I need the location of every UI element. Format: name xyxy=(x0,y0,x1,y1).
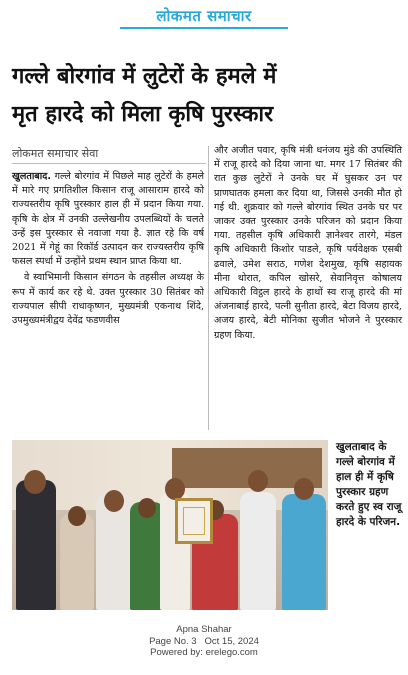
column-divider xyxy=(208,146,209,430)
article-paragraph xyxy=(12,271,204,328)
photo-person xyxy=(282,494,326,610)
article-column-left xyxy=(12,170,204,330)
photo-person-head xyxy=(248,470,268,492)
footer-page-date: Page No. 3 Oct 15, 2024 xyxy=(149,635,259,647)
photo-person xyxy=(240,492,276,610)
photo-person-head xyxy=(68,506,86,526)
article-paragraph xyxy=(12,170,204,269)
article-text: गल्ले बोरगांव में पिछले माह लुटेरों के हमले में मारे गए प्रगतिशील किसान राजू आसाराम हारदे को राज्यस्तरीय कृषि पुरस्कार हाल ही में प्रदान किया गया. कृषि के क्षेत्र में उनकी उल्लेखनीय उपलब्धियों के चलते उन्हें इस पुरस्कार से नवाजा गया है. ज्ञात रहे कि वर्ष 2021 में गेहूं का रिकॉर्ड उत्पादन कर राज्यस्तरीय कृषि फसल स्पर्धा में उन्होंने प्रथम स्थान प्राप्त किया था. xyxy=(12,171,204,268)
news-photo xyxy=(12,440,328,610)
byline-rule xyxy=(12,163,206,164)
photo-caption: खुलताबाद के गल्ले बोरगांव में हाल ही में कृषि पुरस्कार ग्रहण करते हुए स्व राजू हारदे के परिजन. xyxy=(336,441,402,528)
footer-powered-by: Powered by: erelego.com xyxy=(150,647,258,658)
photo-person-head xyxy=(24,470,46,494)
article-column-right xyxy=(214,144,402,345)
headline-line-2: मृत हारदे को मिला कृषि पुरस्कार xyxy=(12,102,274,127)
byline: लोकमत समाचार सेवा xyxy=(12,147,99,160)
masthead: लोकमत समाचार xyxy=(156,7,252,25)
page-footer xyxy=(0,624,408,659)
article-paragraph xyxy=(214,144,402,343)
headline-line-1: गल्ले बोरगांव में लुटेरों के हमले में xyxy=(12,64,277,89)
photo-person xyxy=(60,514,94,610)
article-text: वे स्वाभिमानी किसान संगठन के तहसील अध्यक्ष के रूप में कार्य कर रहे थे. उक्त पुरस्कार 30 सितंबर को राज्यपाल सीपी राधाकृष्णन, मुख्यमंत्री एकनाथ शिंदे, उपमुख्यमंत्रीद्वय देवेंद्र फडणवीस xyxy=(12,272,204,327)
photo-person-head xyxy=(138,498,156,518)
photo-person-head xyxy=(104,490,124,512)
award-certificate-frame xyxy=(175,498,213,544)
photo-person-head xyxy=(294,478,314,500)
photo-person-head xyxy=(165,478,185,500)
article-text: और अजीत पवार, कृषि मंत्री धनंजय मुंडे की उपस्थिति में राजू हारदे को दिया जाना था. मगर 17 सितंबर की रात कुछ लुटेरों ने उनके घर में घुसकर उन पर प्राणघातक हमला कर दिया था, जिससे उनकी मौत हो गई थी. शुक्रवार को गल्ले बोरगांव स्थित उनके घर पर जाकर उक्त पुरस्कार उनके परिजन को प्रदान किया गया. तहसील कृषि अधिकारी ज्ञानेश्वर तारगे, मंडल कृषि अधिकारी किशोर पाडले, कृषि पर्यवेक्षक एसबी ढवाले, उमेश सराठ, गणेश देशमुख, कृषि सहायक मीना थोरात, कपिल खोसरे, सेवानिवृत्त कोषालय अधिकारी विट्ठल हारदे के हाथों स्व राजू हारदे की मां अंजनाबाई हारदे, पत्नी सुनीता हारदे, बेटा विजय हारदे, अजय हारदे, बेटी मोनिका सुजीत भोजने ने पुरस्कार ग्रहण किया. xyxy=(214,145,402,341)
headline xyxy=(12,58,402,134)
masthead-underline xyxy=(120,27,288,29)
photo-person xyxy=(130,502,164,610)
dateline: खुलताबाद. xyxy=(12,171,52,182)
photo-person xyxy=(16,480,56,610)
footer-publication: Apna Shahar xyxy=(176,624,232,635)
